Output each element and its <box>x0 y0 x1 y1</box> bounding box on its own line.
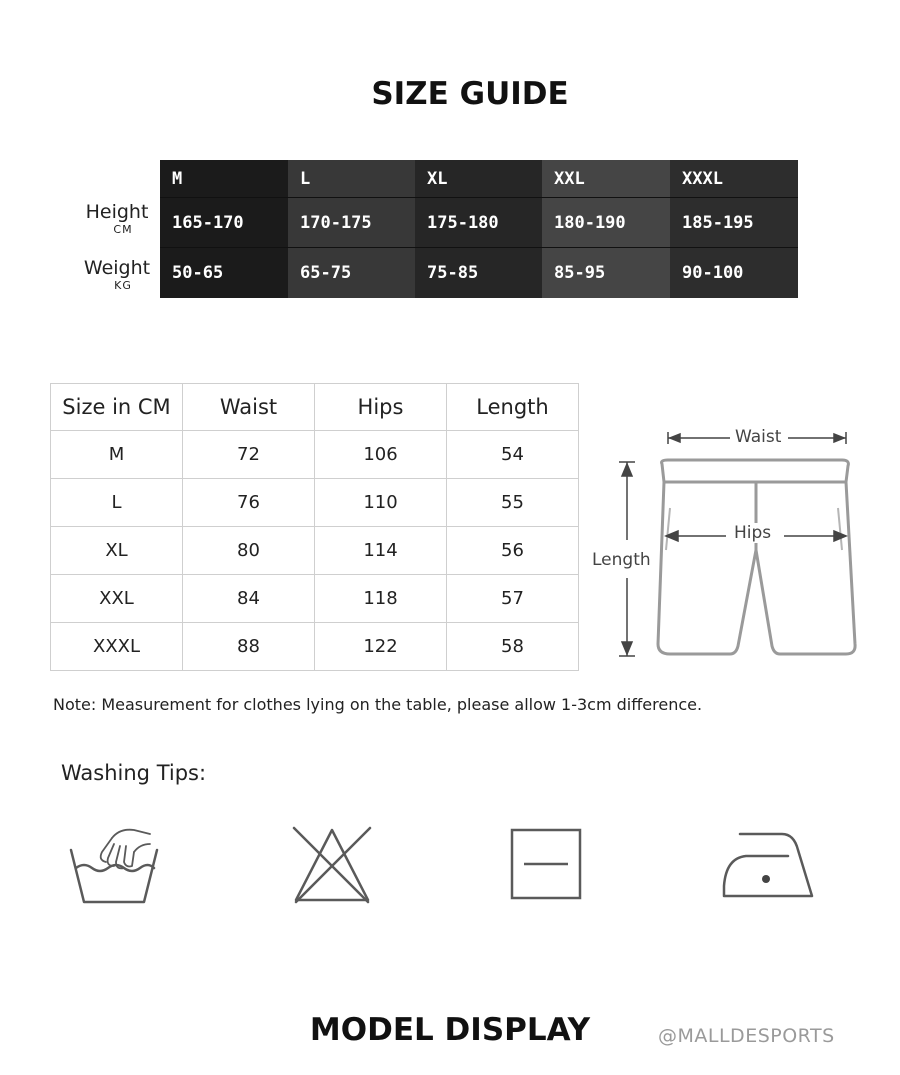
measurement-note: Note: Measurement for clothes lying on the table, please allow 1-3cm difference. <box>53 695 703 714</box>
waist-cell: 72 <box>183 431 315 479</box>
dry-flat-icon <box>510 828 582 900</box>
size-cell: XXL <box>51 575 183 623</box>
hips-cell: 114 <box>315 527 447 575</box>
size-cell: M <box>51 431 183 479</box>
size-header-cell: M <box>160 160 288 198</box>
weight-cell: 75-85 <box>415 248 542 298</box>
size-cell: XXXL <box>51 623 183 671</box>
weight-cell: 85-95 <box>542 248 670 298</box>
waist-label: Waist <box>731 427 785 447</box>
length-cell: 58 <box>447 623 579 671</box>
weight-label: Weight <box>83 257 151 279</box>
height-cell: 180-190 <box>542 198 670 248</box>
size-header-cell: XXL <box>542 160 670 198</box>
length-label: Length <box>592 550 651 570</box>
table-row <box>51 623 579 671</box>
size-cell: XL <box>51 527 183 575</box>
table-row <box>51 479 579 527</box>
weight-unit: KG <box>114 279 132 292</box>
waist-cell: 84 <box>183 575 315 623</box>
height-label: Height <box>85 201 149 223</box>
hips-cell: 118 <box>315 575 447 623</box>
header-size: Size in CM <box>51 384 183 431</box>
hips-cell: 110 <box>315 479 447 527</box>
height-cell: 165-170 <box>160 198 288 248</box>
size-header-cell: L <box>288 160 415 198</box>
waist-cell: 76 <box>183 479 315 527</box>
size-header-cell: XXXL <box>670 160 798 198</box>
page-title: SIZE GUIDE <box>371 76 569 112</box>
height-cell: 175-180 <box>415 198 542 248</box>
size-header-cell: XL <box>415 160 542 198</box>
header-hips: Hips <box>315 384 447 431</box>
do-not-bleach-icon <box>290 824 374 906</box>
washing-tips-title: Washing Tips: <box>61 761 207 785</box>
brand-watermark: @MALLDESPORTS <box>658 1025 835 1047</box>
waist-cell: 80 <box>183 527 315 575</box>
weight-cell: 65-75 <box>288 248 415 298</box>
height-row-label <box>80 201 154 237</box>
length-cell: 56 <box>447 527 579 575</box>
weight-cell: 90-100 <box>670 248 798 298</box>
weight-cell: 50-65 <box>160 248 288 298</box>
height-cell: 170-175 <box>288 198 415 248</box>
hips-cell: 122 <box>315 623 447 671</box>
length-cell: 55 <box>447 479 579 527</box>
iron-low-heat-icon <box>720 830 816 900</box>
table-row <box>51 575 579 623</box>
shorts-outline-icon <box>590 420 870 670</box>
length-cell: 54 <box>447 431 579 479</box>
size-cell: L <box>51 479 183 527</box>
height-unit: CM <box>113 223 133 236</box>
weight-row-label <box>80 257 154 293</box>
size-guide-table <box>160 160 798 298</box>
model-display-heading: MODEL DISPLAY <box>309 1012 591 1048</box>
table-row <box>51 431 579 479</box>
header-length: Length <box>447 384 579 431</box>
table-row <box>51 527 579 575</box>
hand-wash-icon <box>68 822 160 908</box>
waist-cell: 88 <box>183 623 315 671</box>
length-cell: 57 <box>447 575 579 623</box>
table-header-row <box>51 384 579 431</box>
height-cell: 185-195 <box>670 198 798 248</box>
measurement-table <box>50 383 579 671</box>
header-waist: Waist <box>183 384 315 431</box>
shorts-diagram <box>590 420 870 670</box>
hips-label: Hips <box>730 523 775 543</box>
hips-cell: 106 <box>315 431 447 479</box>
